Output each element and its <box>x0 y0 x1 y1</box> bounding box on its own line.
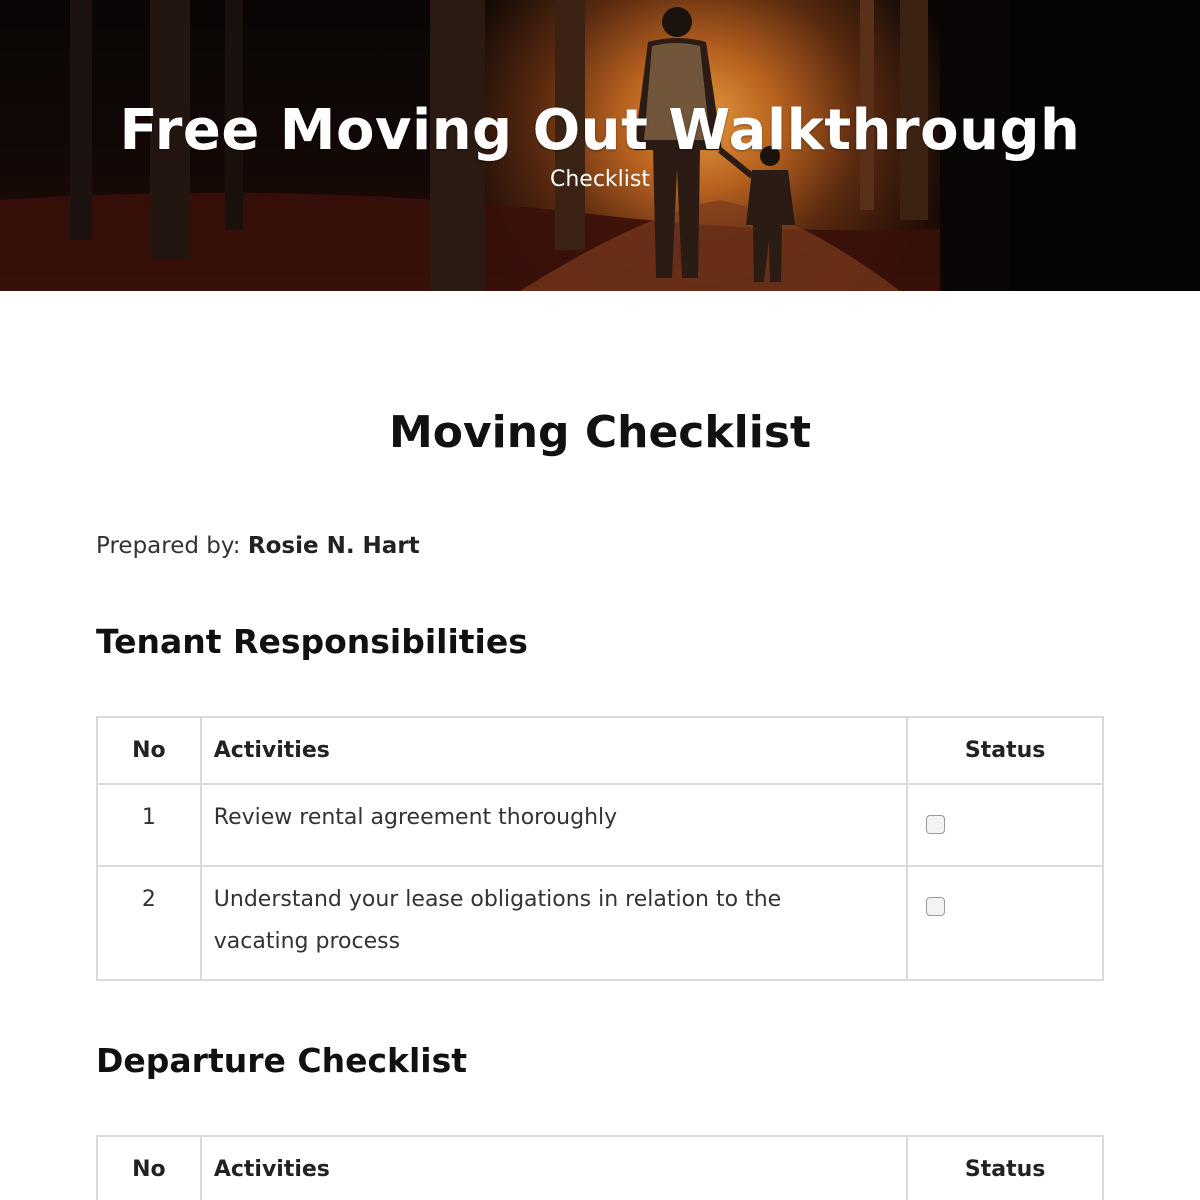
table-row <box>97 866 1103 980</box>
status-checkbox[interactable] <box>926 897 945 916</box>
header-banner <box>0 0 1200 291</box>
table-header-row <box>97 717 1103 784</box>
section-heading-departure-checklist: Departure Checklist <box>96 1041 467 1080</box>
activity-text: Understand your lease obligations in relation to the vacating process <box>201 866 908 980</box>
column-header-status: Status <box>907 1136 1103 1200</box>
prepared-by-name: Rosie N. Hart <box>247 533 420 559</box>
tenant-responsibilities-table <box>96 716 1104 981</box>
row-number: 2 <box>97 866 201 980</box>
status-cell <box>907 866 1103 980</box>
banner-subtitle: Checklist <box>550 167 650 192</box>
column-header-no: No <box>97 717 201 784</box>
column-header-activities: Activities <box>201 1136 907 1200</box>
status-checkbox[interactable] <box>926 815 945 834</box>
column-header-no: No <box>97 1136 201 1200</box>
banner-title: Free Moving Out Walkthrough <box>119 98 1081 163</box>
table-header-row <box>97 1136 1103 1200</box>
activity-text: Review rental agreement thoroughly <box>201 784 908 866</box>
table-row <box>97 784 1103 866</box>
prepared-by-label: Prepared by: <box>96 533 241 559</box>
section-heading-tenant-responsibilities: Tenant Responsibilities <box>96 622 528 661</box>
status-cell <box>907 784 1103 866</box>
departure-checklist-table <box>96 1135 1104 1200</box>
document-title: Moving Checklist <box>388 407 812 458</box>
row-number: 1 <box>97 784 201 866</box>
column-header-status: Status <box>907 717 1103 784</box>
column-header-activities: Activities <box>201 717 908 784</box>
prepared-by <box>96 533 420 559</box>
